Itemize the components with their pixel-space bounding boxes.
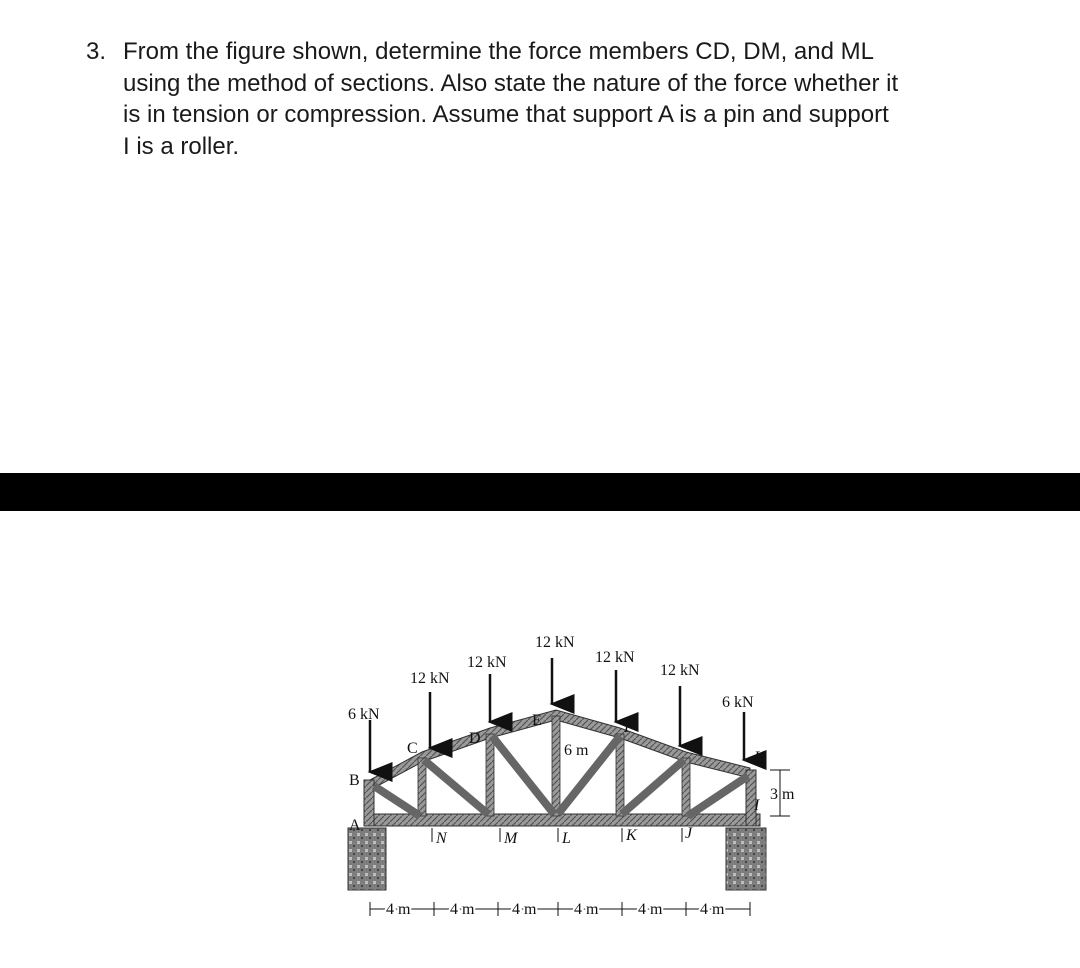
panel-length-5: 4 m <box>638 901 663 918</box>
node-label-a: A <box>349 817 361 834</box>
question-number: 3. <box>86 38 107 65</box>
member-fk <box>616 734 624 816</box>
support-i-block <box>726 828 766 890</box>
node-label-d: D <box>469 730 481 747</box>
node-label-h: H <box>754 749 766 766</box>
node-label-j: J <box>685 825 693 842</box>
question-line-3: is in tension or compression. Assume that support A is a pin and support <box>123 101 889 128</box>
truss-figure <box>300 600 840 940</box>
load-label-b: 6 kN <box>348 706 380 723</box>
member-cn <box>418 758 426 816</box>
bottom-chord <box>370 814 760 826</box>
support-a-block <box>348 828 386 890</box>
node-label-i: I <box>754 797 760 814</box>
member-dl <box>492 736 554 814</box>
panel-length-4: 4 m <box>574 901 599 918</box>
load-label-e: 12 kN <box>535 634 575 651</box>
member-el <box>552 716 560 816</box>
member-cm <box>424 760 488 814</box>
member-gj <box>682 758 690 816</box>
panel-length-6: 4 m <box>700 901 725 918</box>
load-label-g: 12 kN <box>660 662 700 679</box>
question-line-1: From the figure shown, determine the force members CD, DM, and ML <box>123 38 874 65</box>
end-height-label: 3 m <box>770 786 795 803</box>
end-post-ab <box>364 780 374 826</box>
member-dm <box>486 734 494 816</box>
panel-length-1: 4 m <box>386 901 411 918</box>
truss-diagram <box>300 600 840 940</box>
member-hj <box>688 776 748 816</box>
node-label-l: L <box>562 830 571 847</box>
node-label-g: G <box>688 737 700 754</box>
node-label-n: N <box>436 830 447 847</box>
node-label-e: E <box>532 712 542 729</box>
node-label-c: C <box>407 740 418 757</box>
node-label-b: B <box>349 772 360 789</box>
member-gk <box>622 760 684 814</box>
node-label-m: M <box>504 830 518 847</box>
panel-length-3: 4 m <box>512 901 537 918</box>
panel-length-2: 4 m <box>450 901 475 918</box>
load-label-c: 12 kN <box>410 670 450 687</box>
node-label-k: K <box>626 827 637 844</box>
separator-bar <box>0 473 1080 511</box>
node-label-f: F <box>624 719 634 736</box>
member-bn <box>374 786 420 816</box>
question-line-2: using the method of sections. Also state the nature of the force whether it <box>123 69 899 97</box>
load-label-f: 12 kN <box>595 649 635 666</box>
load-label-d: 12 kN <box>467 654 507 671</box>
height-label: 6 m <box>564 742 589 759</box>
question-line-4: I is a roller. <box>123 132 240 160</box>
load-label-h: 6 kN <box>722 694 754 711</box>
